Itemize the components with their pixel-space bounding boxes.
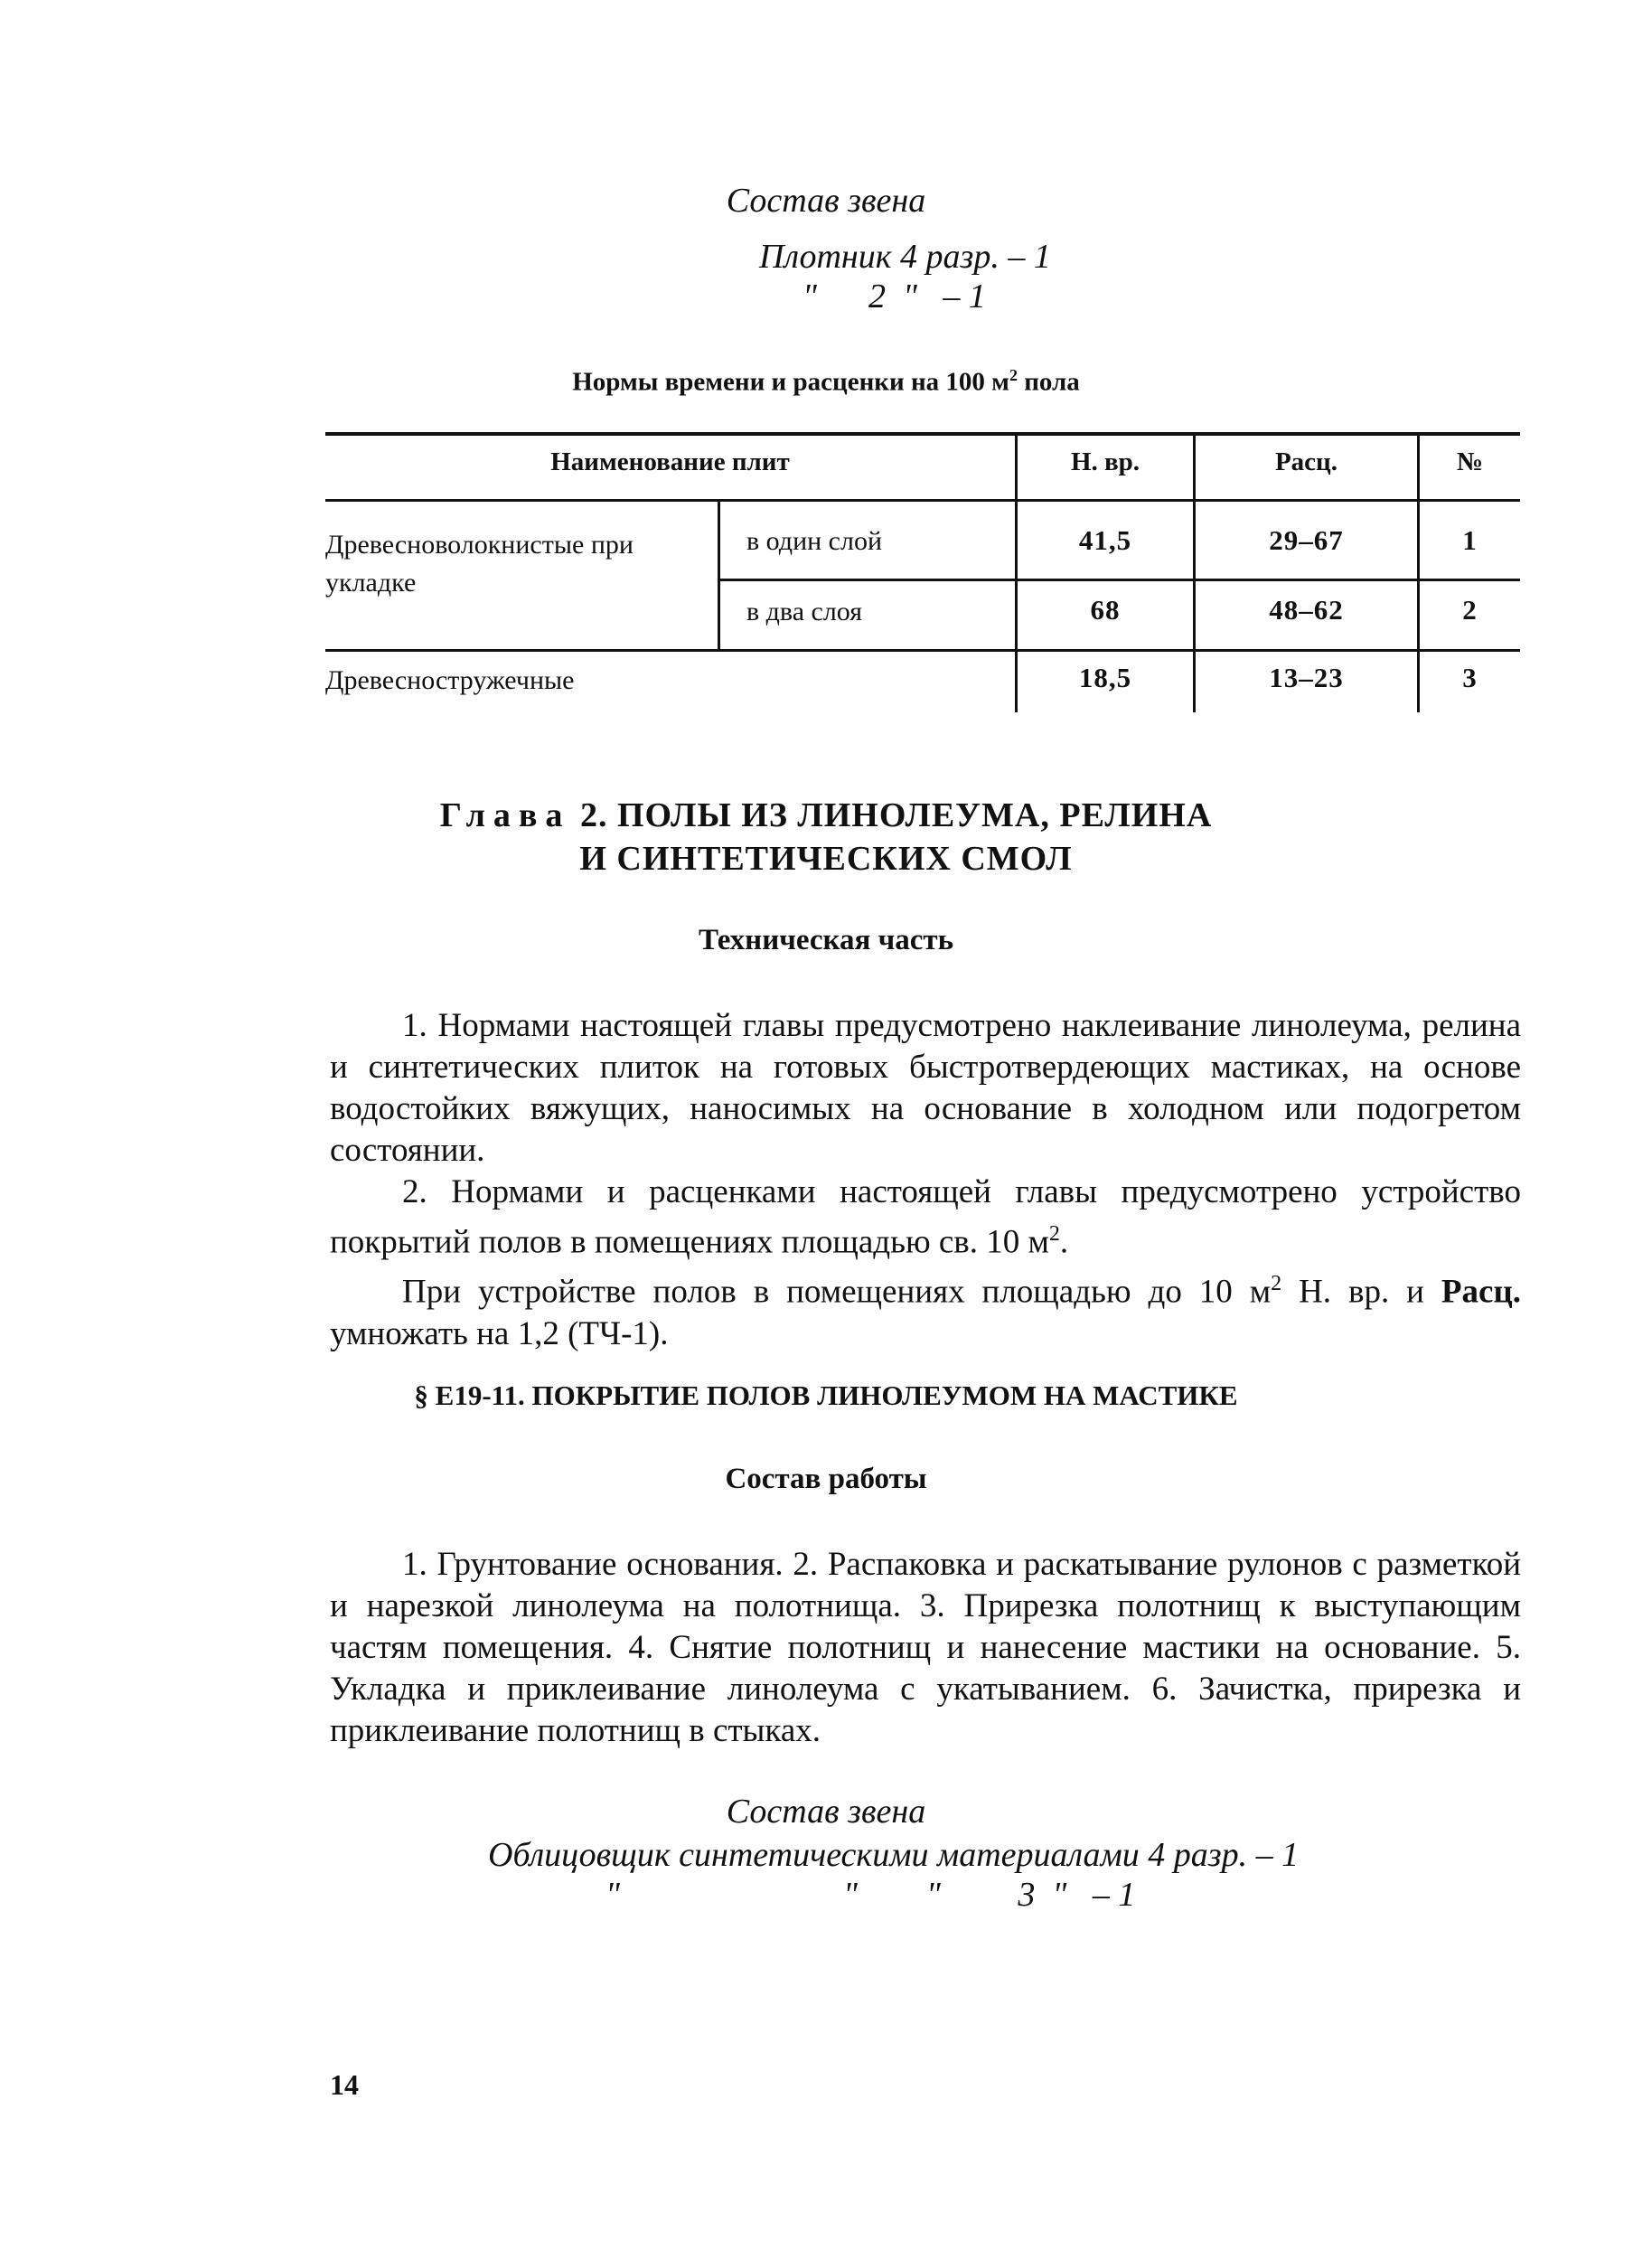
row3-num: 3 — [1462, 662, 1478, 693]
crew2-line-1: Облицовщик синтетическими материалами 4 разр. – 1 — [488, 1836, 1300, 1874]
crew2-line-2: " " " 3 " – 1 — [605, 1876, 1136, 1914]
row2-rate: 48–62 — [1269, 594, 1344, 626]
row-sub-one-layer: в один слой — [746, 526, 883, 556]
tech-part-heading: Техническая часть — [698, 924, 954, 956]
p3-sup: 2 — [1271, 1272, 1282, 1296]
row-group-chipboard: Древесностружечные — [325, 665, 575, 695]
page-number: 14 — [330, 2068, 359, 2101]
section-title: § Е19-11. ПОКРЫТИЕ ПОЛОВ ЛИНОЛЕУМОМ НА МАСТИКЕ — [414, 1379, 1238, 1411]
crew-title: Состав звена — [726, 182, 926, 220]
tech-paragraph-1: 1. Нормами настоящей главы предусмотрено наклеивание линолеума, релина и синтетических плиток на готовых быстротвердеющих мастиках, на основе водостойких вяжущих, наносимых на основание в холодном или подогретом состоянии. — [330, 1007, 1521, 1169]
table-caption — [0, 366, 1652, 398]
chapter-title-line-2: И СИНТЕТИЧЕСКИХ СМОЛ — [579, 840, 1073, 878]
caption-text-end: пола — [1017, 367, 1080, 397]
tech-paragraph-2 — [330, 1172, 1521, 1263]
tech-paragraph-3 — [330, 1263, 1521, 1354]
row3-rate: 13–23 — [1269, 662, 1344, 693]
work-text-block — [330, 1544, 1521, 1752]
p3-bold: Расц. — [1441, 1273, 1522, 1311]
table-rule-group — [325, 649, 1520, 652]
row1-num: 1 — [1462, 524, 1478, 556]
row2-norm: 68 — [1090, 594, 1121, 626]
header-rate: Расц. — [1274, 447, 1338, 476]
row3-norm: 18,5 — [1078, 662, 1132, 693]
tech-part-text — [330, 1005, 1521, 1355]
row2-num: 2 — [1462, 594, 1478, 626]
row-sub-two-layers: в два слоя — [746, 597, 863, 626]
p3-text: При устройстве полов в помещениях площадью до 10 м — [402, 1273, 1272, 1311]
crew2-title: Состав звена — [726, 1793, 926, 1831]
p2-end: . — [1059, 1223, 1069, 1261]
table-rule-top — [325, 432, 1520, 436]
header-name: Наименование плит — [550, 447, 790, 476]
p3-mid: Н. вр. и — [1281, 1273, 1441, 1311]
table-rule-sub — [718, 579, 1520, 581]
chapter-prefix: Глава — [439, 796, 571, 834]
table-rule-header — [325, 499, 1520, 502]
row1-rate: 29–67 — [1269, 524, 1344, 556]
p2-sup: 2 — [1048, 1222, 1060, 1246]
caption-sup: 2 — [1009, 366, 1018, 384]
p3-end: умножать на 1,2 (ТЧ-1). — [330, 1314, 669, 1352]
work-heading: Состав работы — [725, 1463, 927, 1495]
row-group-fiberboard: Древесноволокнистые при укладке — [325, 530, 634, 598]
p2-text: 2. Нормами и расценками настоящей главы предусмотрено устройство покрытий полов в помещениях площадью св. 10 м — [330, 1173, 1521, 1261]
header-num: № — [1456, 447, 1484, 476]
chapter-title-line-1 — [0, 796, 1652, 835]
row1-norm: 41,5 — [1078, 524, 1132, 556]
crew-line-2: " 2 " – 1 — [803, 278, 986, 315]
table-vrule-sub — [718, 499, 720, 651]
work-text: 1. Грунтование основания. 2. Распаковка и раскатывание рулонов с разметкой и нарезкой линолеума на полотнища. 3. Прирезка полотнищ к выступающим частям помещения. 4. Снятие полотнищ и нанесение мастики на основание. 5. Укладка и приклеивание линолеума с укатыванием. 6. Зачистка, прирезка и приклеивание полотнищ в стыках. — [330, 1546, 1521, 1749]
caption-text: Нормы времени и расценки на 100 м — [572, 367, 1009, 397]
chapter-title-rest: 2. ПОЛЫ ИЗ ЛИНОЛЕУМА, РЕЛИНА — [570, 796, 1213, 834]
header-norm: Н. вр. — [1070, 447, 1140, 476]
crew-line-1: Плотник 4 разр. – 1 — [759, 238, 1051, 276]
